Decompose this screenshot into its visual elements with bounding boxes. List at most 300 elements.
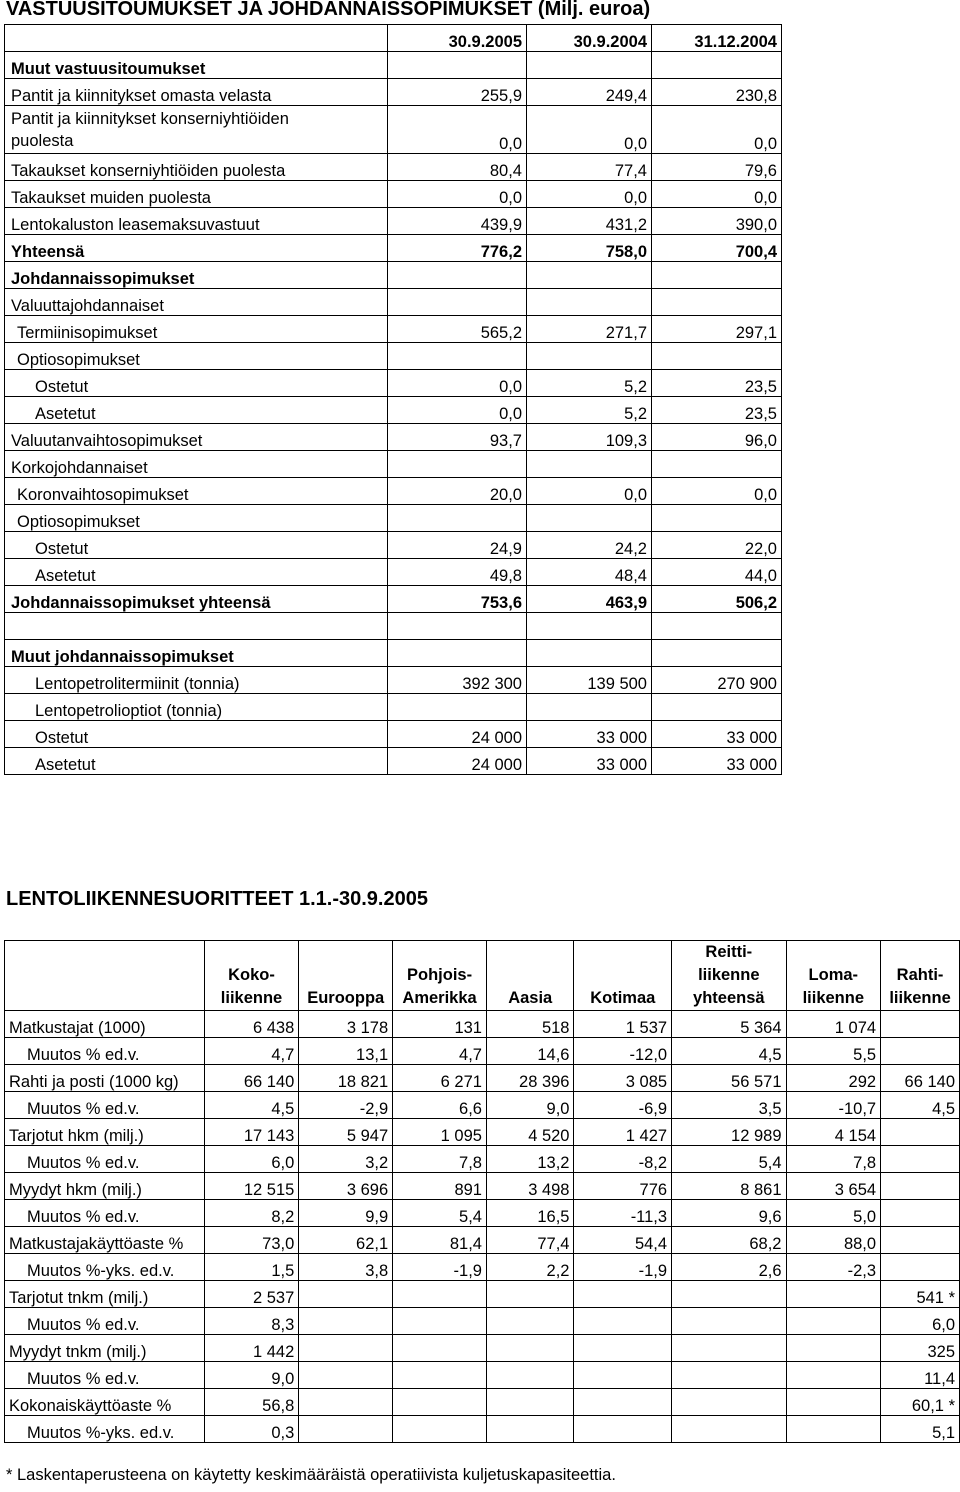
traffic-value: -8,2 [574, 1146, 672, 1173]
commitments-value: 249,4 [527, 79, 652, 106]
commitments-value: 776,2 [388, 235, 527, 262]
traffic-column-header: Pohjois- Amerikka [393, 941, 487, 1011]
traffic-value [786, 1281, 881, 1308]
commitments-value: 271,7 [527, 316, 652, 343]
commitments-value [388, 343, 527, 370]
traffic-value: 56 571 [672, 1065, 786, 1092]
commitments-value: 0,0 [652, 478, 782, 505]
traffic-row-label: Muutos %-yks. ed.v. [5, 1416, 205, 1443]
commitments-value: 79,6 [652, 154, 782, 181]
commitments-table [4, 24, 782, 775]
commitments-value: 758,0 [527, 235, 652, 262]
commitments-value: 33 000 [527, 748, 652, 775]
traffic-value [672, 1308, 786, 1335]
commitments-value: 5,2 [527, 397, 652, 424]
commitments-value: 0,0 [652, 106, 782, 154]
commitments-value: 24 000 [388, 721, 527, 748]
traffic-value: 12 515 [204, 1173, 299, 1200]
commitments-value: 700,4 [652, 235, 782, 262]
commitments-value: 44,0 [652, 559, 782, 586]
traffic-row-label: Muutos % ed.v. [5, 1362, 205, 1389]
traffic-column-header: Loma- liikenne [786, 941, 881, 1011]
traffic-value: 5,0 [786, 1200, 881, 1227]
commitments-value: 255,9 [388, 79, 527, 106]
traffic-value: 14,6 [486, 1038, 574, 1065]
commitments-value: 23,5 [652, 370, 782, 397]
commitments-value [652, 613, 782, 640]
traffic-row-label: Muutos % ed.v. [5, 1308, 205, 1335]
traffic-value [299, 1416, 393, 1443]
commitments-value: 392 300 [388, 667, 527, 694]
traffic-value: 4,7 [393, 1038, 487, 1065]
traffic-value: 5,1 [881, 1416, 960, 1443]
traffic-value: 5 947 [299, 1119, 393, 1146]
traffic-row [5, 1011, 960, 1038]
traffic-value: 56,8 [204, 1389, 299, 1416]
commitments-row-label: Valuuttajohdannaiset [5, 289, 388, 316]
traffic-value [486, 1308, 574, 1335]
commitments-row [5, 397, 782, 424]
traffic-row-label: Rahti ja posti (1000 kg) [5, 1065, 205, 1092]
commitments-row [5, 667, 782, 694]
traffic-row [5, 1308, 960, 1335]
traffic-row-label: Matkustajat (1000) [5, 1011, 205, 1038]
commitments-value: 33 000 [652, 721, 782, 748]
traffic-row [5, 1335, 960, 1362]
commitments-row-label: Asetetut [5, 748, 388, 775]
traffic-value [486, 1335, 574, 1362]
commitments-row [5, 370, 782, 397]
commitments-column-header: 30.9.2004 [527, 25, 652, 52]
traffic-value: -1,9 [393, 1254, 487, 1281]
commitments-value: 33 000 [652, 748, 782, 775]
traffic-value [881, 1011, 960, 1038]
commitments-value: 77,4 [527, 154, 652, 181]
traffic-value: 891 [393, 1173, 487, 1200]
commitments-row [5, 640, 782, 667]
commitments-row-label: Ostetut [5, 370, 388, 397]
traffic-value: 4 520 [486, 1119, 574, 1146]
commitments-column-header: 30.9.2005 [388, 25, 527, 52]
commitments-value [652, 52, 782, 79]
traffic-value [881, 1119, 960, 1146]
traffic-value [486, 1281, 574, 1308]
commitments-value: 439,9 [388, 208, 527, 235]
commitments-value [388, 640, 527, 667]
traffic-value: 9,6 [672, 1200, 786, 1227]
traffic-value: 1,5 [204, 1254, 299, 1281]
commitments-value [527, 52, 652, 79]
footnote: * Laskentaperusteena on käytetty keskimääräistä operatiivista kuljetuskapasiteettia. [6, 1466, 616, 1484]
traffic-value: 3 696 [299, 1173, 393, 1200]
traffic-value: -2,3 [786, 1254, 881, 1281]
commitments-value: 463,9 [527, 586, 652, 613]
traffic-value: -1,9 [574, 1254, 672, 1281]
traffic-value: 13,2 [486, 1146, 574, 1173]
commitments-value: 23,5 [652, 397, 782, 424]
commitments-row [5, 694, 782, 721]
commitments-column-header: 31.12.2004 [652, 25, 782, 52]
traffic-value: 8 861 [672, 1173, 786, 1200]
commitments-value: 0,0 [527, 478, 652, 505]
traffic-value: 60,1 * [881, 1389, 960, 1416]
traffic-value: 16,5 [486, 1200, 574, 1227]
traffic-value: 54,4 [574, 1227, 672, 1254]
traffic-header-row [5, 941, 960, 1011]
commitments-row-label: Korkojohdannaiset [5, 451, 388, 478]
commitments-value [527, 289, 652, 316]
commitments-row-label: Optiosopimukset [5, 505, 388, 532]
traffic-row [5, 1200, 960, 1227]
traffic-title: LENTOLIIKENNESUORITTEET 1.1.-30.9.2005 [6, 888, 428, 910]
traffic-row [5, 1092, 960, 1119]
commitments-value [527, 694, 652, 721]
traffic-value: 8,3 [204, 1308, 299, 1335]
commitments-value [388, 289, 527, 316]
traffic-row [5, 1146, 960, 1173]
commitments-value [527, 343, 652, 370]
traffic-header [5, 941, 960, 1011]
traffic-body [5, 1011, 960, 1443]
commitments-value: 297,1 [652, 316, 782, 343]
traffic-value: 2,2 [486, 1254, 574, 1281]
commitments-row [5, 505, 782, 532]
traffic-value: -11,3 [574, 1200, 672, 1227]
traffic-header-blank [5, 941, 205, 1011]
traffic-value: 541 * [881, 1281, 960, 1308]
traffic-value: 3,8 [299, 1254, 393, 1281]
traffic-value [672, 1389, 786, 1416]
traffic-row-label: Myydyt tnkm (milj.) [5, 1335, 205, 1362]
commitments-row-label: Lentokaluston leasemaksuvastuut [5, 208, 388, 235]
traffic-column-header: Aasia [486, 941, 574, 1011]
commitments-row [5, 424, 782, 451]
traffic-value: 9,9 [299, 1200, 393, 1227]
traffic-value: 3,2 [299, 1146, 393, 1173]
traffic-value: 4,5 [672, 1038, 786, 1065]
traffic-value: 6 438 [204, 1011, 299, 1038]
commitments-value: 753,6 [388, 586, 527, 613]
traffic-value [299, 1389, 393, 1416]
traffic-value: 68,2 [672, 1227, 786, 1254]
traffic-column-header: Kotimaa [574, 941, 672, 1011]
traffic-value: 0,3 [204, 1416, 299, 1443]
traffic-value: 5,4 [672, 1146, 786, 1173]
traffic-value: 28 396 [486, 1065, 574, 1092]
traffic-row [5, 1227, 960, 1254]
traffic-value: 1 537 [574, 1011, 672, 1038]
traffic-value [486, 1389, 574, 1416]
traffic-value: 11,4 [881, 1362, 960, 1389]
commitments-value: 0,0 [527, 181, 652, 208]
traffic-value [672, 1362, 786, 1389]
commitments-value [388, 505, 527, 532]
commitments-row-label: Pantit ja kiinnitykset omasta velasta [5, 79, 388, 106]
traffic-row-label: Muutos % ed.v. [5, 1200, 205, 1227]
traffic-value [881, 1200, 960, 1227]
commitments-value [652, 451, 782, 478]
traffic-value: 88,0 [786, 1227, 881, 1254]
traffic-value: 7,8 [786, 1146, 881, 1173]
commitments-value: 109,3 [527, 424, 652, 451]
commitments-row-label: Johdannaissopimukset [5, 262, 388, 289]
traffic-value: -2,9 [299, 1092, 393, 1119]
commitments-value [652, 343, 782, 370]
traffic-value: 325 [881, 1335, 960, 1362]
commitments-value: 49,8 [388, 559, 527, 586]
traffic-column-header: Rahti- liikenne [881, 941, 960, 1011]
commitments-row-label: Takaukset muiden puolesta [5, 181, 388, 208]
traffic-value: 3 654 [786, 1173, 881, 1200]
traffic-column-header: Reitti- liikenne yhteensä [672, 941, 786, 1011]
traffic-value: 6,0 [204, 1146, 299, 1173]
commitments-value: 24 000 [388, 748, 527, 775]
traffic-value: 18 821 [299, 1065, 393, 1092]
commitments-row [5, 208, 782, 235]
commitments-value: 0,0 [388, 397, 527, 424]
commitments-value [388, 694, 527, 721]
commitments-value [527, 505, 652, 532]
traffic-value: 1 442 [204, 1335, 299, 1362]
traffic-value [881, 1038, 960, 1065]
commitments-value: 270 900 [652, 667, 782, 694]
traffic-value [299, 1362, 393, 1389]
commitments-value [652, 640, 782, 667]
commitments-value [527, 451, 652, 478]
commitments-value: 48,4 [527, 559, 652, 586]
commitments-row-label: Termiinisopimukset [5, 316, 388, 343]
commitments-value: 20,0 [388, 478, 527, 505]
commitments-row [5, 559, 782, 586]
traffic-value: 4 154 [786, 1119, 881, 1146]
commitments-row-label: Optiosopimukset [5, 343, 388, 370]
commitments-value: 96,0 [652, 424, 782, 451]
traffic-value: -12,0 [574, 1038, 672, 1065]
traffic-value: 66 140 [204, 1065, 299, 1092]
traffic-row-label: Muutos %-yks. ed.v. [5, 1254, 205, 1281]
traffic-value [881, 1173, 960, 1200]
traffic-value: 776 [574, 1173, 672, 1200]
commitments-row [5, 316, 782, 343]
traffic-value [486, 1362, 574, 1389]
traffic-value: 9,0 [486, 1092, 574, 1119]
commitments-value [652, 505, 782, 532]
commitments-value [652, 262, 782, 289]
traffic-column-header: Eurooppa [299, 941, 393, 1011]
commitments-value [388, 451, 527, 478]
commitments-value: 230,8 [652, 79, 782, 106]
commitments-value: 139 500 [527, 667, 652, 694]
commitments-value: 24,9 [388, 532, 527, 559]
traffic-column-header: Koko- liikenne [204, 941, 299, 1011]
commitments-value: 5,2 [527, 370, 652, 397]
traffic-value [574, 1308, 672, 1335]
commitments-row [5, 235, 782, 262]
commitments-value [388, 262, 527, 289]
commitments-row [5, 181, 782, 208]
traffic-value [574, 1416, 672, 1443]
traffic-value: 518 [486, 1011, 574, 1038]
traffic-value: 3,5 [672, 1092, 786, 1119]
traffic-row [5, 1173, 960, 1200]
traffic-value [786, 1416, 881, 1443]
traffic-row-label: Muutos % ed.v. [5, 1146, 205, 1173]
commitments-row-label: Lentopetrolitermiinit (tonnia) [5, 667, 388, 694]
traffic-row [5, 1038, 960, 1065]
commitments-row [5, 52, 782, 79]
commitments-value: 22,0 [652, 532, 782, 559]
commitments-value: 0,0 [388, 370, 527, 397]
commitments-row-label: Koronvaihtosopimukset [5, 478, 388, 505]
commitments-row-label: Muut vastuusitoumukset [5, 52, 388, 79]
commitments-row-label: Lentopetrolioptiot (tonnia) [5, 694, 388, 721]
commitments-value: 24,2 [527, 532, 652, 559]
traffic-value [881, 1254, 960, 1281]
traffic-row [5, 1389, 960, 1416]
traffic-value: 17 143 [204, 1119, 299, 1146]
traffic-value: -6,9 [574, 1092, 672, 1119]
traffic-value: 1 074 [786, 1011, 881, 1038]
traffic-value: 6 271 [393, 1065, 487, 1092]
traffic-value: 3 498 [486, 1173, 574, 1200]
traffic-value [574, 1335, 672, 1362]
traffic-value [672, 1281, 786, 1308]
commitments-row [5, 586, 782, 613]
traffic-value [393, 1389, 487, 1416]
traffic-value [672, 1335, 786, 1362]
traffic-value: 131 [393, 1011, 487, 1038]
traffic-row [5, 1119, 960, 1146]
commitments-value [388, 52, 527, 79]
traffic-value: 12 989 [672, 1119, 786, 1146]
traffic-value: 7,8 [393, 1146, 487, 1173]
traffic-value [393, 1416, 487, 1443]
commitments-row-label: Takaukset konserniyhtiöiden puolesta [5, 154, 388, 181]
traffic-row [5, 1254, 960, 1281]
commitments-value [527, 613, 652, 640]
traffic-value [881, 1146, 960, 1173]
traffic-value [299, 1335, 393, 1362]
traffic-value [672, 1416, 786, 1443]
traffic-value [393, 1308, 487, 1335]
commitments-value [527, 262, 652, 289]
traffic-value: 73,0 [204, 1227, 299, 1254]
traffic-value: 8,2 [204, 1200, 299, 1227]
traffic-value: 5,5 [786, 1038, 881, 1065]
traffic-row-label: Muutos % ed.v. [5, 1038, 205, 1065]
traffic-value: 6,6 [393, 1092, 487, 1119]
traffic-value: 77,4 [486, 1227, 574, 1254]
traffic-value [786, 1389, 881, 1416]
traffic-value [574, 1281, 672, 1308]
commitments-value: 0,0 [652, 181, 782, 208]
traffic-value [393, 1335, 487, 1362]
commitments-value: 0,0 [388, 181, 527, 208]
commitments-value: 390,0 [652, 208, 782, 235]
commitments-value [388, 613, 527, 640]
traffic-value [574, 1362, 672, 1389]
commitments-row-label: Ostetut [5, 721, 388, 748]
commitments-value: 93,7 [388, 424, 527, 451]
traffic-value [393, 1362, 487, 1389]
traffic-value [299, 1281, 393, 1308]
commitments-title: VASTUUSITOUMUKSET JA JOHDANNAISSOPIMUKSET (Milj. euroa) [6, 0, 651, 20]
commitments-value: 33 000 [527, 721, 652, 748]
traffic-value [786, 1308, 881, 1335]
commitments-row [5, 289, 782, 316]
traffic-value [299, 1308, 393, 1335]
commitments-row-label: Ostetut [5, 532, 388, 559]
traffic-value [786, 1335, 881, 1362]
traffic-row-label: Tarjotut hkm (milj.) [5, 1119, 205, 1146]
traffic-value: 4,5 [204, 1092, 299, 1119]
commitments-row [5, 613, 782, 640]
commitments-row [5, 478, 782, 505]
traffic-row-label: Kokonaiskäyttöaste % [5, 1389, 205, 1416]
traffic-row [5, 1362, 960, 1389]
commitments-value [527, 640, 652, 667]
traffic-value: 5,4 [393, 1200, 487, 1227]
commitments-value: 431,2 [527, 208, 652, 235]
traffic-value [393, 1281, 487, 1308]
traffic-value: 292 [786, 1065, 881, 1092]
commitments-row-label: Valuutanvaihtosopimukset [5, 424, 388, 451]
traffic-value: 13,1 [299, 1038, 393, 1065]
commitments-row [5, 343, 782, 370]
commitments-body [5, 25, 782, 775]
traffic-row-label: Matkustajakäyttöaste % [5, 1227, 205, 1254]
traffic-row-label: Tarjotut tnkm (milj.) [5, 1281, 205, 1308]
traffic-value: 3 178 [299, 1011, 393, 1038]
commitments-header-blank [5, 25, 388, 52]
traffic-value: 62,1 [299, 1227, 393, 1254]
commitments-row [5, 748, 782, 775]
traffic-value: 9,0 [204, 1362, 299, 1389]
commitments-value: 80,4 [388, 154, 527, 181]
commitments-row-label: Yhteensä [5, 235, 388, 262]
commitments-value: 506,2 [652, 586, 782, 613]
commitments-row [5, 79, 782, 106]
traffic-value: 3 085 [574, 1065, 672, 1092]
commitments-value [652, 289, 782, 316]
traffic-value: -10,7 [786, 1092, 881, 1119]
traffic-value [486, 1416, 574, 1443]
commitments-row [5, 154, 782, 181]
commitments-row-label: Asetetut [5, 559, 388, 586]
commitments-row [5, 532, 782, 559]
traffic-value: 5 364 [672, 1011, 786, 1038]
traffic-value: 2,6 [672, 1254, 786, 1281]
traffic-value: 1 095 [393, 1119, 487, 1146]
traffic-value: 81,4 [393, 1227, 487, 1254]
commitments-row [5, 721, 782, 748]
commitments-row [5, 262, 782, 289]
commitments-row [5, 106, 782, 154]
traffic-row [5, 1065, 960, 1092]
commitments-value: 0,0 [527, 106, 652, 154]
traffic-value: 66 140 [881, 1065, 960, 1092]
traffic-row-label: Myydyt hkm (milj.) [5, 1173, 205, 1200]
traffic-value [881, 1227, 960, 1254]
commitments-row-label: Johdannaissopimukset yhteensä [5, 586, 388, 613]
traffic-row-label: Muutos % ed.v. [5, 1092, 205, 1119]
traffic-row [5, 1416, 960, 1443]
traffic-row [5, 1281, 960, 1308]
commitments-value: 565,2 [388, 316, 527, 343]
commitments-header-row [5, 25, 782, 52]
traffic-value [574, 1389, 672, 1416]
traffic-value: 6,0 [881, 1308, 960, 1335]
